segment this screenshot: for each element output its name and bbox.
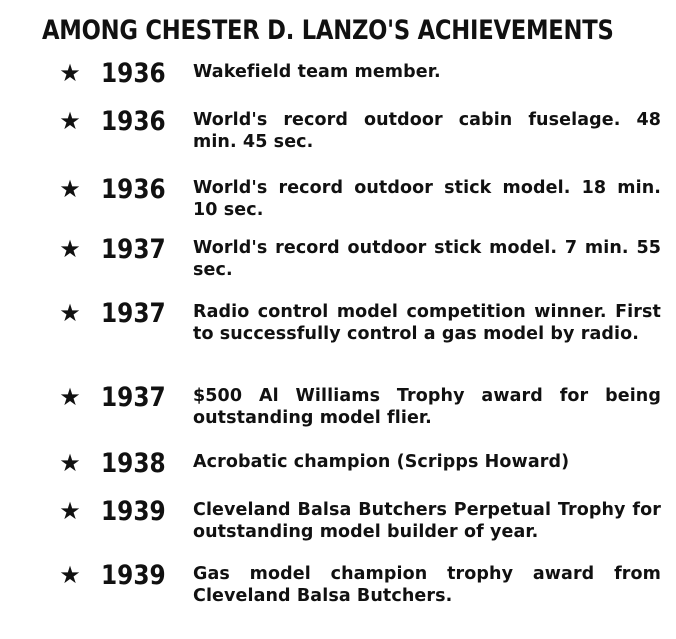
list-item xyxy=(0,106,676,166)
achievement-text: Radio control model competition winner. First to successfully control a gas model by radio. xyxy=(193,302,661,344)
achievement-text: Acrobatic champion (Scripps Howard) xyxy=(193,452,570,472)
star-icon: ★ xyxy=(59,175,81,203)
list-item xyxy=(0,496,676,556)
list-item xyxy=(0,234,676,294)
star-icon: ★ xyxy=(59,383,81,411)
star-icon: ★ xyxy=(59,497,81,525)
star-icon: ★ xyxy=(59,561,81,589)
achievement-text: Gas model champion trophy award from Cleveland Balsa Butchers. xyxy=(193,564,661,606)
achievement-year: 1939 xyxy=(101,560,166,591)
achievement-year: 1936 xyxy=(101,106,166,137)
achievement-text: Cleveland Balsa Butchers Perpetual Trophy for outstanding model builder of year. xyxy=(193,500,661,542)
achievement-year: 1936 xyxy=(101,174,166,205)
list-item xyxy=(0,174,676,234)
achievement-text: World's record outdoor cabin fuselage. 48 min. 45 sec. xyxy=(193,110,661,152)
star-icon: ★ xyxy=(59,449,81,477)
achievement-year: 1939 xyxy=(101,496,166,527)
achievement-year: 1937 xyxy=(101,298,166,329)
achievement-text: $500 Al Williams Trophy award for being outstanding model flier. xyxy=(193,386,661,428)
achievement-year: 1936 xyxy=(101,58,166,89)
achievement-year: 1938 xyxy=(101,448,166,479)
star-icon: ★ xyxy=(59,299,81,327)
achievement-year: 1937 xyxy=(101,234,166,265)
list-item xyxy=(0,298,676,378)
page-title: AMONG CHESTER D. LANZO'S ACHIEVEMENTS xyxy=(42,15,614,46)
star-icon: ★ xyxy=(59,107,81,135)
achievement-text: Wakefield team member. xyxy=(193,62,441,82)
star-icon: ★ xyxy=(59,59,81,87)
list-item xyxy=(0,560,676,620)
star-icon: ★ xyxy=(59,235,81,263)
achievement-text: World's record outdoor stick model. 7 min. 55 sec. xyxy=(193,238,661,280)
list-item xyxy=(0,448,676,488)
achievement-text: World's record outdoor stick model. 18 min. 10 sec. xyxy=(193,178,661,220)
achievement-year: 1937 xyxy=(101,382,166,413)
list-item xyxy=(0,58,676,98)
list-item xyxy=(0,382,676,442)
